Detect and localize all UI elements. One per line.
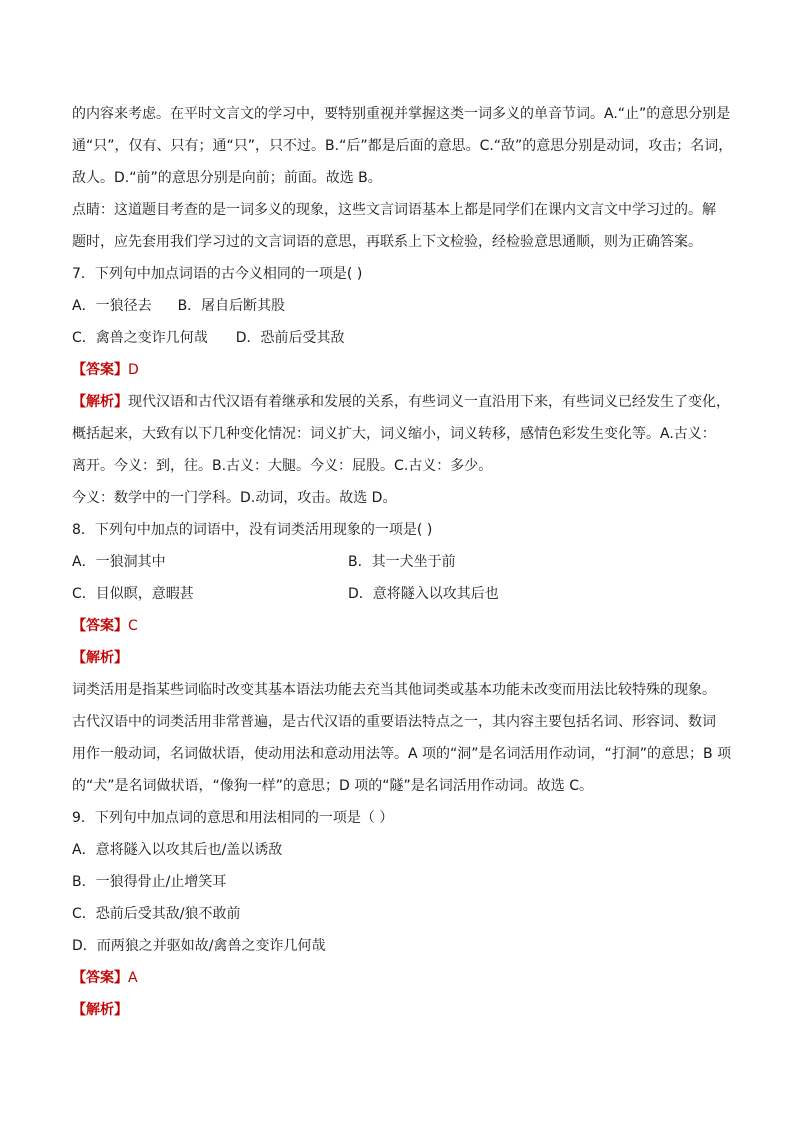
q9-option-b: B．一狼得骨止/止增笑耳 (72, 874, 227, 890)
q9-analysis-tag-line (72, 994, 736, 1026)
text-line: 概括起来，大致有以下几种变化情况：词义扩大，词义缩小，词义转移，感情色彩发生变化等。A.古义： (72, 426, 716, 442)
text-line: 点睛：这道题目考查的是一词多义的现象，这些文言词语基本上都是同学们在课内文言文中学习过的。解 (72, 202, 716, 218)
analysis-tag: 【解析】 (72, 650, 128, 666)
question-7-options-ab (72, 290, 736, 322)
q8-option-c: C．目似瞑，意暇甚 (72, 586, 194, 602)
q8-analysis-tag-line (72, 642, 736, 674)
analysis-text: 现代汉语和古代汉语有着继承和发展的关系，有些词义一直沿用下来，有些词义已经发生了变化， (128, 394, 730, 410)
text-line: 用作一般动词，名词做状语，使动用法和意动用法等。A 项的“洞”是名词活用作动词，“打洞”的意思；B 项 (72, 746, 732, 762)
q7-answer (72, 354, 736, 386)
text-line: 通“只”，仅有、只有；通“只”，只不过。B.“后”都是后面的意思。C.“敌”的意思分别是动词，攻击；名词， (72, 138, 733, 154)
text-line: 今义：数学中的一门学科。D.动词，攻击。故选 D。 (72, 490, 397, 506)
q8-answer (72, 610, 736, 642)
text-line: 的“犬”是名词做状语，“像狗一样”的意思；D 项的“隧”是名词活用作动词。故选 C。 (72, 778, 593, 794)
answer-tag: 【答案】 (72, 618, 128, 634)
analysis-tag: 【解析】 (72, 1002, 128, 1018)
question-8-options-ab (72, 546, 736, 578)
analysis-tag: 【解析】 (72, 394, 128, 410)
q7-option-d: D．恐前后受其敌 (235, 330, 345, 346)
q9-answer (72, 962, 736, 994)
q7-option-a: A．一狼径去 (72, 298, 152, 314)
q7-option-b: B．屠自后断其股 (177, 298, 286, 314)
text-line: 离开。今义：到，往。B.古义：大腿。今义：屁股。C.古义：多少。 (72, 458, 493, 474)
question-7-options-cd (72, 322, 736, 354)
q7-option-c: C．禽兽之变诈几何哉 (72, 330, 208, 346)
q8-option-a: A．一狼洞其中 (72, 554, 166, 570)
text-line: 的内容来考虑。在平时文言文的学习中，要特别重视并掌握这类一词多义的单音节词。A.“止”的意思分别是 (72, 106, 731, 122)
text-line: 古代汉语中的词类活用非常普遍，是古代汉语的重要语法特点之一，其内容主要包括名词、形容词、数词 (72, 714, 716, 730)
question-8-stem: 8．下列句中加点的词语中，没有词类活用现象的一项是( ) (72, 522, 433, 538)
q8-option-b: B．其一犬坐于前 (348, 554, 456, 570)
answer-value: D (128, 362, 139, 378)
text-line: 敌人。D.“前”的意思分别是向前；前面。故选 B。 (72, 170, 382, 186)
q7-analysis-line (72, 386, 736, 418)
question-7-stem: 7．下列句中加点词语的古今义相同的一项是( ) (72, 266, 363, 282)
q9-option-a: A．意将隧入以攻其后也/盖以诱敌 (72, 842, 283, 858)
text-line: 词类活用是指某些词临时改变其基本语法功能去充当其他词类或基本功能未改变而用法比较特殊的现象。 (72, 682, 716, 698)
document-page (72, 98, 736, 1026)
answer-tag: 【答案】 (72, 970, 128, 986)
q8-option-d: D．意将隧入以攻其后也 (348, 586, 499, 602)
answer-tag: 【答案】 (72, 362, 128, 378)
q9-option-d: D．而两狼之并驱如故/禽兽之变诈几何哉 (72, 938, 326, 954)
text-line: 题时，应先套用我们学习过的文言词语的意思，再联系上下文检验，经检验意思通顺，则为正确答案。 (72, 234, 702, 250)
answer-value: C (128, 618, 138, 634)
answer-value: A (128, 970, 138, 986)
q9-option-c: C．恐前后受其敌/狼不敢前 (72, 906, 241, 922)
question-8-options-cd (72, 578, 736, 610)
question-9-stem: 9．下列句中加点词的意思和用法相同的一项是（ ） (72, 810, 394, 826)
